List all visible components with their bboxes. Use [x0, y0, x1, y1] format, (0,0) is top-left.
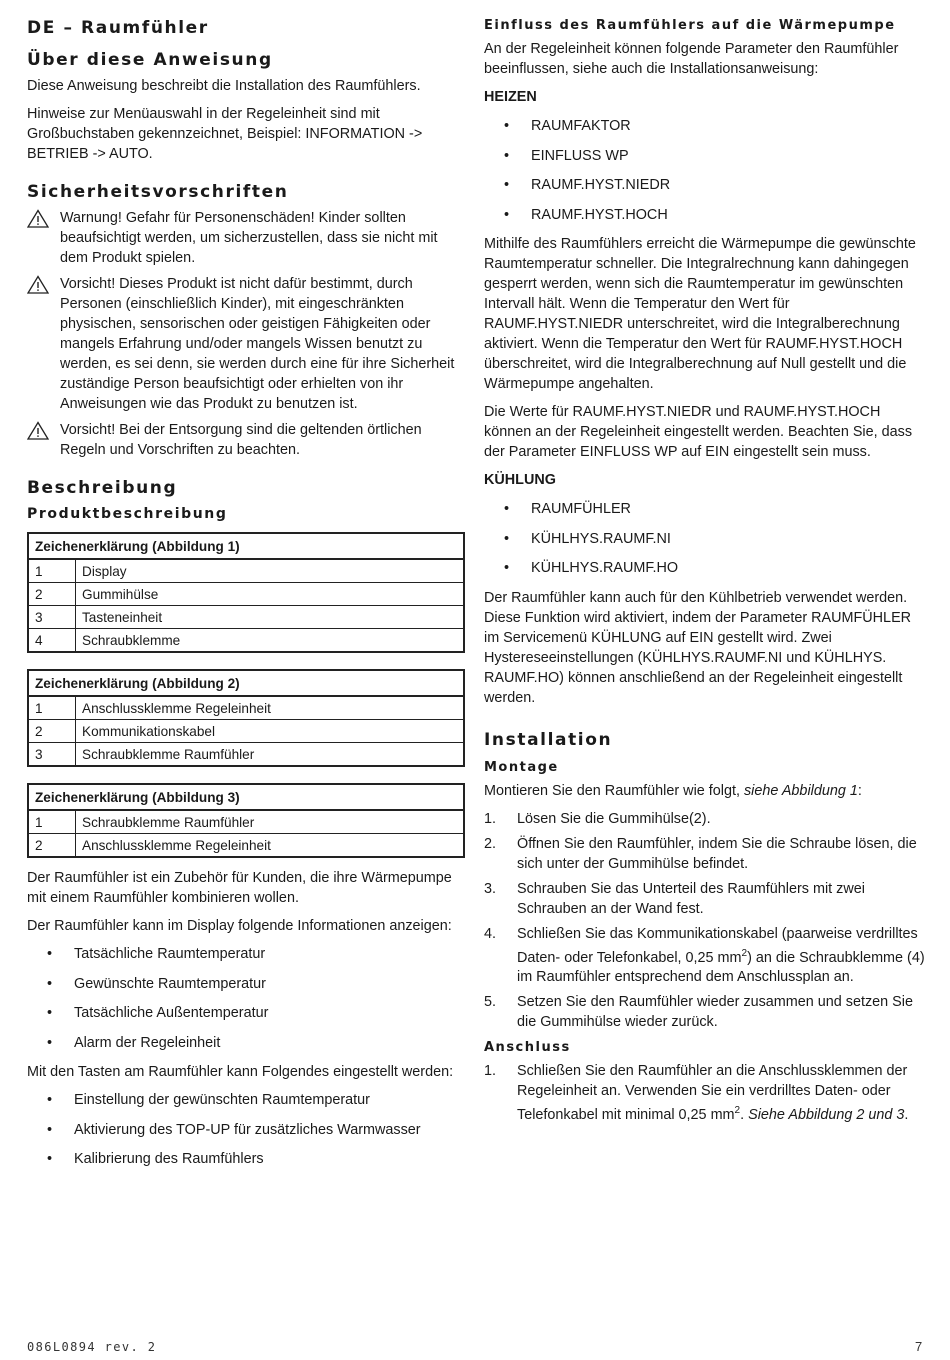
legend-table-title: Zeichenerklärung (Abbildung 3) [28, 784, 464, 810]
warning-triangle-icon [27, 421, 49, 440]
page-number: 7 [915, 1339, 923, 1354]
list-item: • Kalibrierung des Raumfühlers [47, 1151, 264, 1167]
influence-paragraph-1: Mithilfe des Raumfühlers erreicht die Wärmepumpe die gewünschte Raumtemperatur schneller. Die Integralrechnung kann dahingegen gesperrt werden, wenn sich die Raumtemperatur im gewünschten Intervall hält. Wenn die Temperatur den Wert für RAUMF.HYST.NIEDR unterschreitet, wird die Integralberechnung aktiviert. Wenn die Temperatur den Wert für RAUMF.HYST.HOCH überschreitet, wird die Integralberechnung auf Null gestellt und die Wärmepumpe angehalten. [484, 236, 916, 392]
list-item: • Tatsächliche Raumtemperatur [47, 946, 266, 962]
list-item: • EINFLUSS WP [504, 147, 629, 164]
figure-reference: Siehe Abbildung 2 und 3 [748, 1107, 905, 1124]
list-item: • RAUMF.HYST.NIEDR [504, 177, 671, 193]
warning-item [27, 274, 467, 414]
legend-table-title: Zeichenerklärung (Abbildung 2) [28, 670, 464, 696]
legend-table-figure-2 [27, 669, 465, 767]
table-row: 1 Display [28, 559, 464, 583]
warning-triangle-icon [27, 209, 49, 228]
influence-paragraph-2: Die Werte für RAUMF.HYST.NIEDR und RAUMF.HYST.HOCH können an der Regeleinheit eingestellt werden. Beachten Sie, dass der Parameter EINFLUSS WP auf EIN eingestellt sein muss. [484, 404, 913, 460]
warning-item [27, 208, 467, 268]
document-code: 086L0894 rev. 2 [27, 1340, 157, 1354]
list-item: • RAUMF.HYST.HOCH [504, 206, 668, 223]
list-item: 4. Schließen Sie das Kommunikationskabel (paarweise verdrilltes Daten- oder Telefonkabel, 0,25 $mm^2$) an die Schraubklemme (4) im Raumfühler entsprechend dem Anschlussplan an. [484, 925, 925, 986]
description-paragraph-2: Der Raumfühler kann im Display folgende Informationen anzeigen: [27, 918, 452, 934]
list-item: 5. Setzen Sie den Raumfühler wieder zusammen und setzen Sie die Gummihülse wieder zurück. [484, 994, 913, 1031]
page-title: DE – Raumfühler [27, 18, 209, 38]
influence-intro: An der Regeleinheit können folgende Parameter den Raumfühler beeinflussen, siehe auch die Installationsanweisung: [484, 41, 899, 77]
influence-heading: Einfluss des Raumfühlers auf die Wärmepumpe [484, 18, 896, 33]
heizen-label: HEIZEN [484, 89, 537, 105]
description-paragraph-1: Der Raumfühler ist ein Zubehör für Kunden, die ihre Wärmepumpe mit einem Raumfühler kombinieren wollen. [27, 870, 452, 906]
kuehlung-label: KÜHLUNG [484, 472, 556, 488]
warning-text: Vorsicht! Bei der Entsorgung sind die geltenden örtlichen Regeln und Vorschriften zu beachten. [60, 422, 422, 458]
list-item: • KÜHLHYS.RAUMF.HO [504, 560, 679, 576]
montage-intro: Montieren Sie den Raumfühler wie folgt, siehe Abbildung 1: [484, 782, 862, 799]
heizen-parameter-list [484, 116, 926, 225]
table-row: 3 Schraubklemme Raumfühler [28, 743, 464, 767]
anschluss-steps [484, 1061, 926, 1125]
list-item: • Einstellung der gewünschten Raumtemperatur [47, 1092, 370, 1108]
list-item: • RAUMFÜHLER [504, 501, 631, 517]
influence-paragraph-3: Der Raumfühler kann auch für den Kühlbetrieb verwendet werden. Diese Funktion wird aktiviert, indem der Parameter RAUMFÜHLER im Servicemenü KÜHLUNG auf EIN gestellt wird. Zwei Hystereseeinstellungen (KÜHLHYS.RAUMF.NI und KÜHLHYS. RAUMF.HO) können anschließend an der Regeleinheit eingestellt werden. [484, 589, 912, 706]
legend-table-figure-3 [27, 783, 465, 858]
legend-table-title: Zeichenerklärung (Abbildung 1) [28, 533, 464, 559]
table-row: 3 Tasteneinheit [28, 606, 464, 629]
about-heading: Über diese Anweisung [27, 50, 273, 70]
anschluss-heading: Anschluss [484, 1040, 571, 1056]
display-info-list [27, 944, 467, 1053]
warning-text: Vorsicht! Dieses Produkt ist nicht dafür bestimmt, durch Personen (einschließlich Kinder), mit eingeschränkten physischen, sensorischen oder geistigen Fähigkeiten oder mangels Erfahrung und/oder mangels Wissen benutzt zu werden, es sei denn, sie werden durch eine für ihre Sicherheit zuständige Person beaufsichtigt oder erhielten von ihr Anweisungen wie das Produkt zu benutzen ist. [60, 276, 455, 412]
warning-item [27, 420, 467, 460]
montage-heading: Montage [484, 759, 559, 775]
table-row: 4 Schraubklemme [28, 629, 464, 653]
list-item: • RAUMFAKTOR [504, 118, 631, 134]
warning-triangle-icon [27, 275, 49, 294]
list-item: • Alarm der Regeleinheit [47, 1034, 221, 1051]
button-settings-list [27, 1090, 467, 1169]
right-column [484, 18, 926, 1133]
table-row: 1 Anschlussklemme Regeleinheit [28, 696, 464, 720]
safety-heading: Sicherheitsvorschriften [27, 182, 289, 202]
description-paragraph-3: Mit den Tasten am Raumfühler kann Folgendes eingestellt werden: [27, 1064, 454, 1080]
list-item: 1. Lösen Sie die Gummihülse(2). [484, 810, 711, 827]
list-item: 3. Schrauben Sie das Unterteil des Raumfühlers mit zwei Schrauben an der Wand fest. [484, 880, 865, 917]
montage-steps [484, 809, 926, 1033]
table-row: 1 Schraubklemme Raumfühler [28, 810, 464, 834]
list-item: 2. Öffnen Sie den Raumfühler, indem Sie die Schraube lösen, die sich unter der Gummihülse befindet. [484, 835, 917, 872]
figure-reference: siehe Abbildung 1 [743, 782, 858, 799]
kuehlung-parameter-list [484, 499, 926, 578]
list-item: • Gewünschte Raumtemperatur [47, 975, 266, 992]
product-description-subheading: Produktbeschreibung [27, 506, 228, 522]
about-paragraph-1: Diese Anweisung beschreibt die Installation des Raumfühlers. [27, 78, 421, 94]
warning-text: Warnung! Gefahr für Personenschäden! Kinder sollten beaufsichtigt werden, um sicherzustellen, dass sie nicht mit dem Produkt spielen. [60, 210, 438, 266]
table-row: 2 Gummihülse [28, 583, 464, 606]
list-item: • Tatsächliche Außentemperatur [47, 1005, 269, 1021]
list-item: • Aktivierung des TOP-UP für zusätzliches Warmwasser [47, 1121, 421, 1138]
legend-table-figure-1 [27, 532, 465, 653]
list-item: • KÜHLHYS.RAUMF.NI [504, 530, 671, 547]
left-column [27, 18, 467, 1179]
list-item: 1. Schließen Sie den Raumfühler an die Anschlussklemmen der Regeleinheit an. Verwenden Sie ein verdrilltes Daten- oder Telefonkabel mit minimal 0,25 $mm^2$. Siehe Abbildung 2 und 3. [484, 1063, 909, 1124]
description-heading: Beschreibung [27, 478, 178, 498]
installation-heading: Installation [484, 729, 613, 750]
about-paragraph-2: Hinweise zur Menüauswahl in der Regeleinheit sind mit Großbuchstaben gekennzeichnet, Beispiel: INFORMATION -> BETRIEB -> AUTO. [27, 106, 423, 162]
table-row: 2 Anschlussklemme Regeleinheit [28, 834, 464, 858]
table-row: 2 Kommunikationskabel [28, 720, 464, 743]
